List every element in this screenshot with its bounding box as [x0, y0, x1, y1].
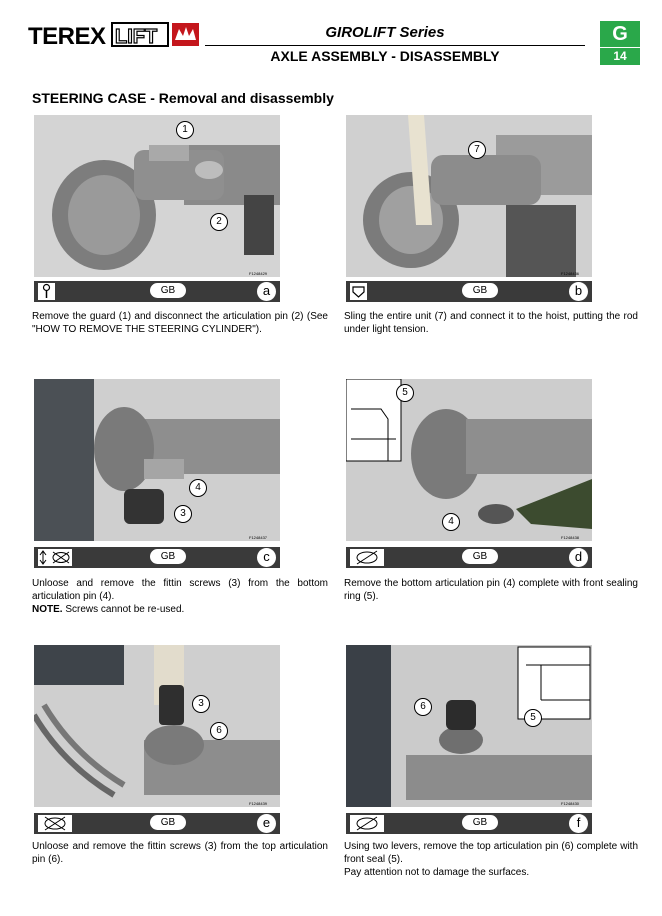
svg-text:TEREX: TEREX — [28, 23, 106, 50]
photo-b — [346, 115, 592, 277]
photo-f — [346, 645, 592, 807]
caption-text: Unloose and remove the fittin screws (3) from the bottom articulation pin (4). — [32, 578, 328, 602]
caption-a: Remove the guard (1) and disconnect the articulation pin (2) (See "HOW TO REMOVE THE STEERING CYLINDER"). — [32, 311, 328, 335]
step-letter: f — [569, 814, 588, 833]
language-badge: GB — [462, 549, 498, 564]
photo-a — [34, 115, 280, 277]
caption-e: Unloose and remove the fittin screws (3) from the top articulation pin (6). — [32, 841, 328, 865]
chapter-tab-number: 14 — [600, 48, 640, 65]
chapter-tab-letter: G — [600, 21, 640, 47]
callout-5: 5 — [396, 384, 414, 402]
header-divider — [205, 45, 585, 46]
svg-text:LIFT: LIFT — [115, 26, 158, 48]
photo-c — [34, 379, 280, 541]
photo-code: F1248437 — [249, 535, 268, 540]
toolbar-d — [346, 547, 592, 568]
callout-7: 7 — [468, 141, 486, 159]
caption-text: Using two levers, remove the top articulation pin (6) complete with front seal (5). — [344, 841, 638, 865]
callout-4: 4 — [442, 513, 460, 531]
photo-code: F1248438 — [561, 535, 580, 540]
caption-d: Remove the bottom articulation pin (4) complete with front sealing ring (5). — [344, 578, 638, 602]
unscrew-icon — [38, 815, 72, 832]
callout-4: 4 — [189, 479, 207, 497]
callout-3: 3 — [192, 695, 210, 713]
language-badge: GB — [150, 549, 186, 564]
photo-code: F1248439 — [249, 801, 268, 806]
section-title: STEERING CASE - Removal and disassembly — [32, 90, 334, 106]
toolbar-c — [34, 547, 280, 568]
toolbar-f — [346, 813, 592, 834]
note-text: Pay attention not to damage the surfaces. — [344, 867, 530, 878]
unscrew-icon — [38, 549, 72, 566]
step-letter: b — [569, 282, 588, 301]
callout-6: 6 — [210, 722, 228, 740]
callout-6: 6 — [414, 698, 432, 716]
photo-code: F1248429 — [249, 271, 268, 276]
caption-c — [32, 577, 328, 616]
note-text: Screws cannot be re-used. — [62, 604, 185, 615]
callout-2: 2 — [210, 213, 228, 231]
sling-icon — [350, 283, 384, 300]
page-subtitle: AXLE ASSEMBLY - DISASSEMBLY — [270, 48, 500, 64]
remove-icon — [350, 549, 384, 566]
step-letter: a — [257, 282, 276, 301]
language-badge: GB — [462, 283, 498, 298]
step-letter: c — [257, 548, 276, 567]
pin-icon — [38, 283, 72, 300]
language-badge: GB — [462, 815, 498, 830]
photo-code: F1248430 — [561, 801, 580, 806]
remove-icon — [350, 815, 384, 832]
series-title: GIROLIFT Series — [325, 24, 445, 41]
toolbar-b — [346, 281, 592, 302]
callout-3: 3 — [174, 505, 192, 523]
language-badge: GB — [150, 283, 186, 298]
language-badge: GB — [150, 815, 186, 830]
caption-b: Sling the entire unit (7) and connect it to the hoist, putting the rod under light tension. — [344, 311, 638, 335]
callout-1: 1 — [176, 121, 194, 139]
toolbar-a — [34, 281, 280, 302]
note-label: NOTE. — [32, 604, 63, 615]
step-letter: e — [257, 814, 276, 833]
photo-e — [34, 645, 280, 807]
photo-d — [346, 379, 592, 541]
toolbar-e — [34, 813, 280, 834]
callout-5: 5 — [524, 709, 542, 727]
terexlift-logo — [28, 20, 200, 50]
step-letter: d — [569, 548, 588, 567]
photo-code: F1248436 — [561, 271, 580, 276]
caption-f — [344, 840, 638, 879]
